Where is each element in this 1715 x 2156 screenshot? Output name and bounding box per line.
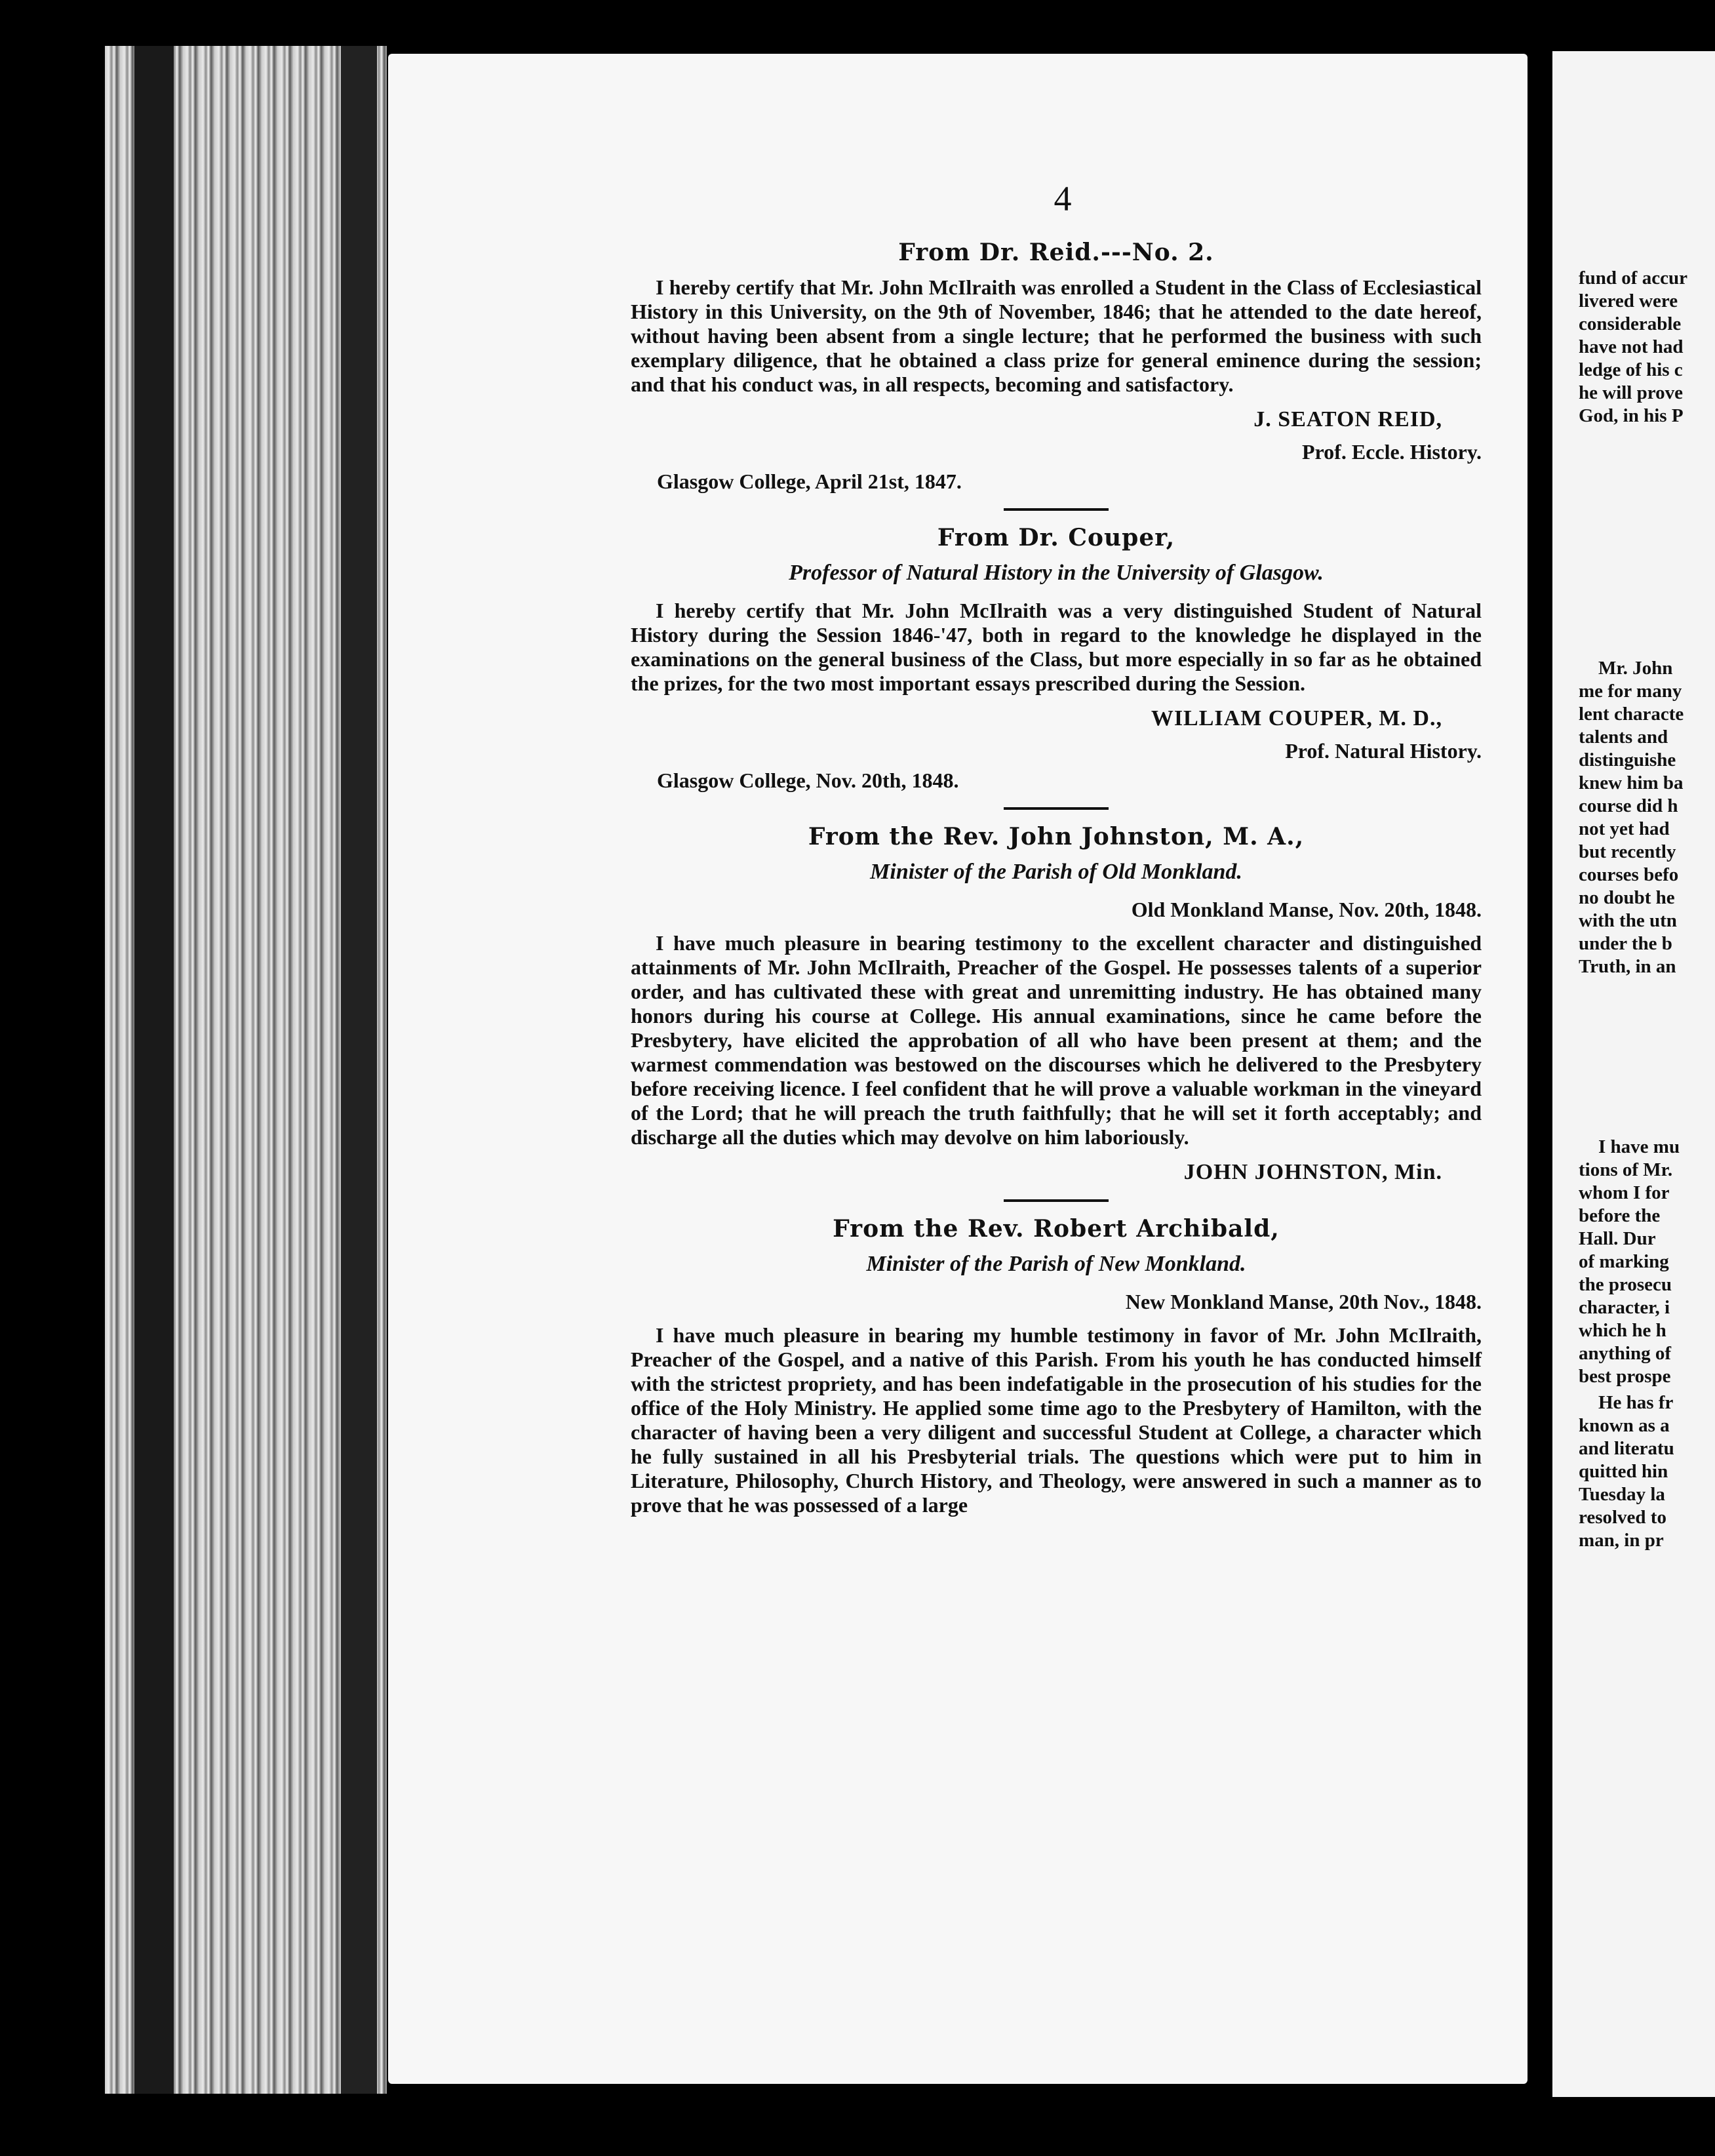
facing-page-line: and literatu: [1579, 1438, 1674, 1459]
facing-page-line: have not had: [1579, 336, 1684, 357]
facing-page-line: Tuesday la: [1579, 1484, 1665, 1505]
facing-page-line: considerable: [1579, 313, 1682, 334]
testimonial-couper: [631, 524, 1482, 793]
facing-page-line: ledge of his c: [1579, 359, 1683, 380]
section-heading: From Dr. Couper,: [937, 524, 1175, 551]
place-date: Glasgow College, Nov. 20th, 1848.: [657, 769, 959, 792]
testimonial-body: I have much pleasure in bearing my humble testimony in favor of Mr. John McIlraith, Preacher of the Gospel, and a native of this Parish. From his youth he has conducted himself with the strictest propriety, and has been indefatigable in the prosecution of his studies for the office of the Holy Ministry. He applied some time ago to the Presbytery of Hamilton, with the character of having been a very diligent and successful Student at College, a character which he fully sustained in all his Presbyterial trials. The questions which were put to him in Literature, Philosophy, Church History, and Theology, were answered in such a manner as to prove that he was possessed of a large: [631, 1323, 1482, 1517]
testimonial-body: I hereby certify that Mr. John McIlraith was enrolled a Student in the Class of Ecclesiastical History in this University, on the 9th of November, 1846; that he attended to the date hereof, without having been absent from a single lecture; that he performed the business with such exemplary diligence, that he obtained a class prize for general eminence during the session; and that his conduct was, in all respects, becoming and satisfactory.: [631, 275, 1482, 396]
facing-page-line: whom I for: [1579, 1182, 1670, 1203]
facing-page-line: of marking: [1579, 1251, 1669, 1272]
section-heading: From the Rev. John Johnston, M. A.,: [808, 823, 1305, 850]
section-divider: [1004, 508, 1109, 511]
facing-page-line: God, in his P: [1579, 405, 1684, 426]
facing-page-line: anything of: [1579, 1343, 1672, 1364]
book-edge-shadow: [134, 46, 174, 2094]
facing-page-line: knew him ba: [1579, 772, 1684, 793]
facing-page-line: known as a: [1579, 1415, 1670, 1436]
section-subheading: Professor of Natural History in the University of Glasgow.: [789, 561, 1324, 585]
place-date: Glasgow College, April 21st, 1847.: [657, 469, 962, 493]
section-divider: [1004, 1199, 1109, 1202]
facing-page: [1552, 51, 1715, 2097]
facing-page-line: talents and: [1579, 727, 1668, 748]
facing-page-line: no doubt he: [1579, 887, 1675, 908]
testimonial-reid: [631, 239, 1482, 494]
facing-page-line: not yet had: [1579, 818, 1670, 839]
testimonial-johnston: [631, 823, 1482, 1185]
scanned-page: [388, 54, 1528, 2084]
testimonial-body: I hereby certify that Mr. John McIlraith was a very distinguished Student of Natural History during the Session 1846-'47, both in regard to the knowledge he displayed in the examinations on the general business of the Class, but more especially in so far as he obtained the prizes, for the two most important essays prescribed during the Session.: [631, 599, 1482, 695]
facing-page-line: before the: [1579, 1205, 1661, 1226]
facing-page-line: resolved to: [1579, 1507, 1666, 1528]
facing-page-line: He has fr: [1598, 1392, 1674, 1413]
facing-page-line: quitted hin: [1579, 1461, 1668, 1482]
testimonial-archibald: [631, 1215, 1482, 1517]
signatory-role: Prof. Eccle. History.: [1302, 440, 1482, 464]
facing-page-line: course did h: [1579, 795, 1678, 816]
facing-page-line: distinguishe: [1579, 749, 1676, 770]
facing-page-line: me for many: [1579, 681, 1682, 702]
facing-page-line: but recently: [1579, 841, 1676, 862]
facing-page-line: under the b: [1579, 933, 1672, 954]
signatory-role: Prof. Natural History.: [1285, 739, 1482, 763]
page-content: [631, 178, 1482, 1517]
facing-page-line: tions of Mr.: [1579, 1159, 1673, 1180]
facing-page-line: lent characte: [1579, 704, 1684, 725]
page-number: 4: [1054, 179, 1072, 218]
facing-page-line: Mr. John: [1598, 658, 1673, 679]
facing-page-line: with the utn: [1579, 910, 1677, 931]
section-divider: [1004, 807, 1109, 810]
facing-page-line: Hall. Dur: [1579, 1228, 1656, 1249]
signature: JOHN JOHNSTON, Min.: [1183, 1160, 1442, 1184]
signature: WILLIAM COUPER, M. D.,: [1151, 706, 1442, 730]
facing-page-line: he will prove: [1579, 382, 1683, 403]
facing-page-line: man, in pr: [1579, 1530, 1664, 1551]
facing-page-line: character, i: [1579, 1297, 1670, 1318]
facing-page-line: livered were: [1579, 290, 1678, 311]
section-subheading: Minister of the Parish of New Monkland.: [866, 1252, 1246, 1276]
dateline: New Monkland Manse, 20th Nov., 1848.: [1125, 1290, 1482, 1313]
testimonial-body: I have much pleasure in bearing testimony to the excellent character and distinguished attainments of Mr. John McIlraith, Preacher of the Gospel. He possesses talents of a superior order, and has cultivated these with great and unremitting industry. He has obtained many honors during his course at College. His annual examinations, since he came before the Presbytery, have elicited the approbation of all who have been present at them; and the warmest commendation was bestowed on the discourses which he delivered to the Presbytery before receiving licence. I feel confident that he will prove a valuable workman in the vineyard of the Lord; that he will preach the truth faithfully; that he will set it forth acceptably; and discharge all the duties which may devolve on him laboriously.: [631, 931, 1482, 1149]
facing-page-line: I have mu: [1598, 1136, 1680, 1157]
facing-page-line: best prospe: [1579, 1366, 1671, 1387]
signature: J. SEATON REID,: [1253, 407, 1442, 431]
facing-page-line: fund of accur: [1579, 268, 1687, 289]
facing-page-line: Truth, in an: [1579, 956, 1676, 977]
facing-page-line: the prosecu: [1579, 1274, 1672, 1295]
facing-page-line: which he h: [1579, 1320, 1666, 1341]
book-gutter-shadow: [341, 46, 377, 2094]
dateline: Old Monkland Manse, Nov. 20th, 1848.: [1131, 898, 1482, 921]
section-heading: From the Rev. Robert Archibald,: [833, 1215, 1280, 1243]
facing-page-line: courses befo: [1579, 864, 1679, 885]
section-heading: From Dr. Reid.---No. 2.: [898, 239, 1214, 266]
section-subheading: Minister of the Parish of Old Monkland.: [870, 860, 1242, 884]
